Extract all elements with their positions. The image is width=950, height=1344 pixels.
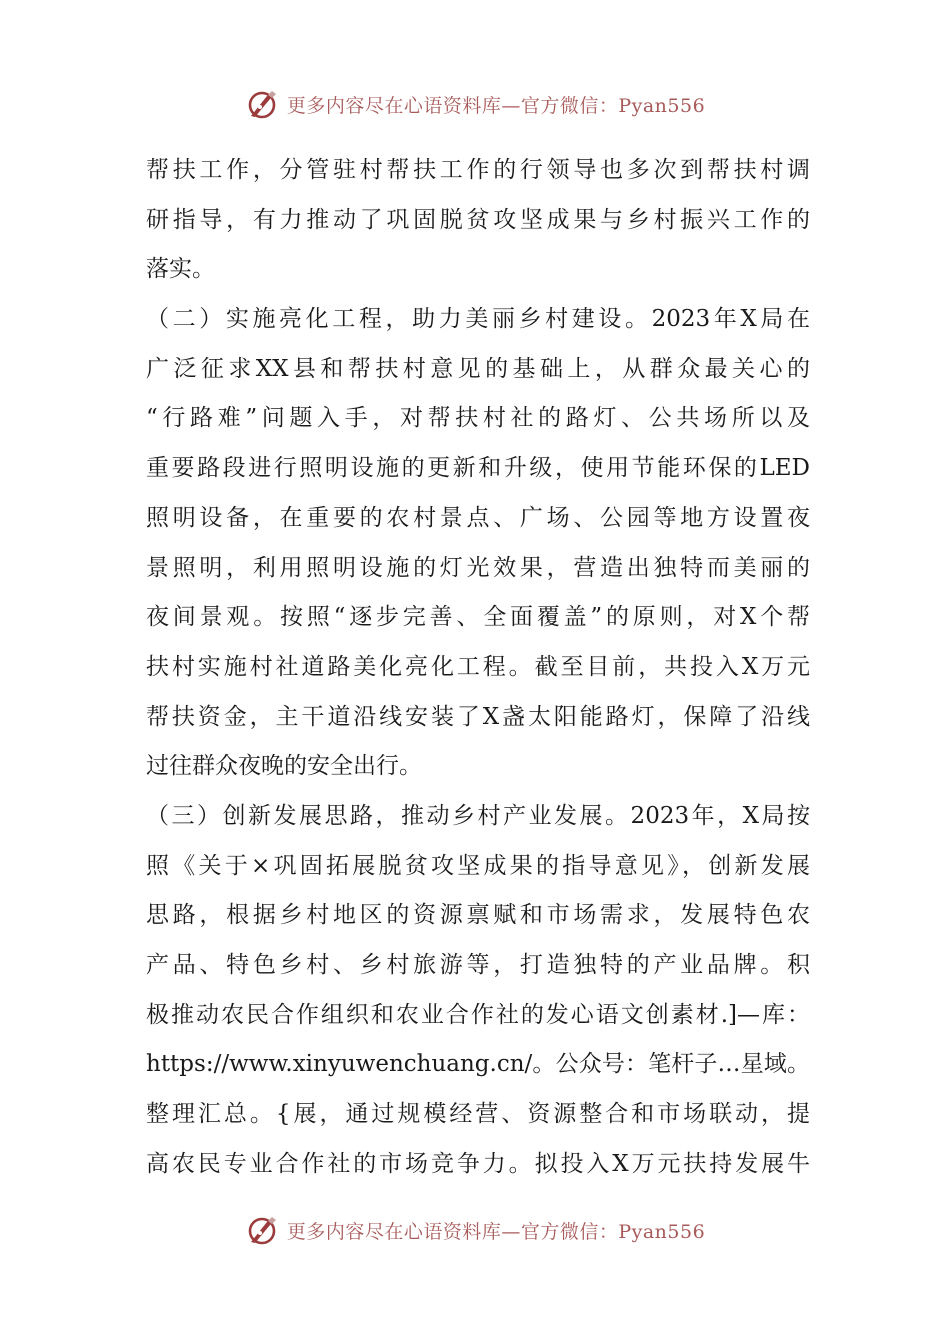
body-line: 广泛征求XX县和帮扶村意见的基础上，从群众最关心的 — [146, 355, 810, 382]
header-banner-text: 更多内容尽在心语资料库—官方微信：Pyan556 — [286, 94, 706, 117]
body-line: 思路，根据乡村地区的资源禀赋和市场需求，发展特色农 — [146, 902, 810, 929]
footer-banner — [0, 1210, 950, 1250]
body-line: “行路难”问题入手，对帮扶村社的路灯、公共场所以及 — [146, 405, 810, 432]
pen-logo-icon — [245, 1212, 281, 1248]
pen-logo-icon — [245, 86, 281, 122]
body-line: 照《关于×巩固拓展脱贫攻坚成果的指导意见》，创新发展 — [146, 852, 810, 879]
banner-content — [245, 86, 705, 122]
body-line: 极推动农民合作组织和农业合作社的发心语文创素材.]—库： — [146, 1001, 810, 1028]
body-line: 扶村实施村社道路美化亮化工程。截至目前，共投入X万元 — [146, 653, 810, 680]
header-banner — [0, 84, 950, 124]
body-line: 整理汇总。{展，通过规模经营、资源整合和市场联动，提 — [146, 1101, 810, 1128]
body-line: 景照明，利用照明设施的灯光效果，营造出独特而美丽的 — [146, 554, 810, 581]
body-line: 落实。 — [146, 256, 215, 283]
body-line: （三）创新发展思路，推动乡村产业发展。2023年，X局按 — [146, 802, 810, 829]
body-line: 夜间景观。按照“逐步完善、全面覆盖”的原则，对X个帮 — [146, 604, 811, 631]
body-line: 帮扶资金，主干道沿线安装了X盏太阳能路灯，保障了沿线 — [146, 703, 810, 730]
banner-content — [245, 1212, 705, 1248]
footer-banner-text: 更多内容尽在心语资料库—官方微信：Pyan556 — [286, 1220, 706, 1243]
body-line: （二）实施亮化工程，助力美丽乡村建设。2023年X局在 — [146, 306, 810, 333]
body-line: 产品、特色乡村、乡村旅游等，打造独特的产业品牌。积 — [146, 952, 810, 978]
body-line: https://www.xinyuwenchuang.cn/。公众号：笔杆子…星域。 — [146, 1051, 810, 1078]
body-line: 照明设备，在重要的农村景点、广场、公园等地方设置夜 — [146, 504, 810, 531]
document-body — [146, 146, 810, 1189]
body-line: 重要路段进行照明设施的更新和升级，使用节能环保的LED — [146, 455, 810, 482]
body-line: 研指导，有力推动了巩固脱贫攻坚成果与乡村振兴工作的 — [146, 206, 810, 233]
body-line: 过往群众夜晚的安全出行。 — [146, 753, 422, 780]
body-line: 帮扶工作，分管驻村帮扶工作的行领导也多次到帮扶村调 — [146, 157, 810, 183]
body-line: 高农民专业合作社的市场竞争力。拟投入X万元扶持发展牛 — [146, 1150, 810, 1177]
